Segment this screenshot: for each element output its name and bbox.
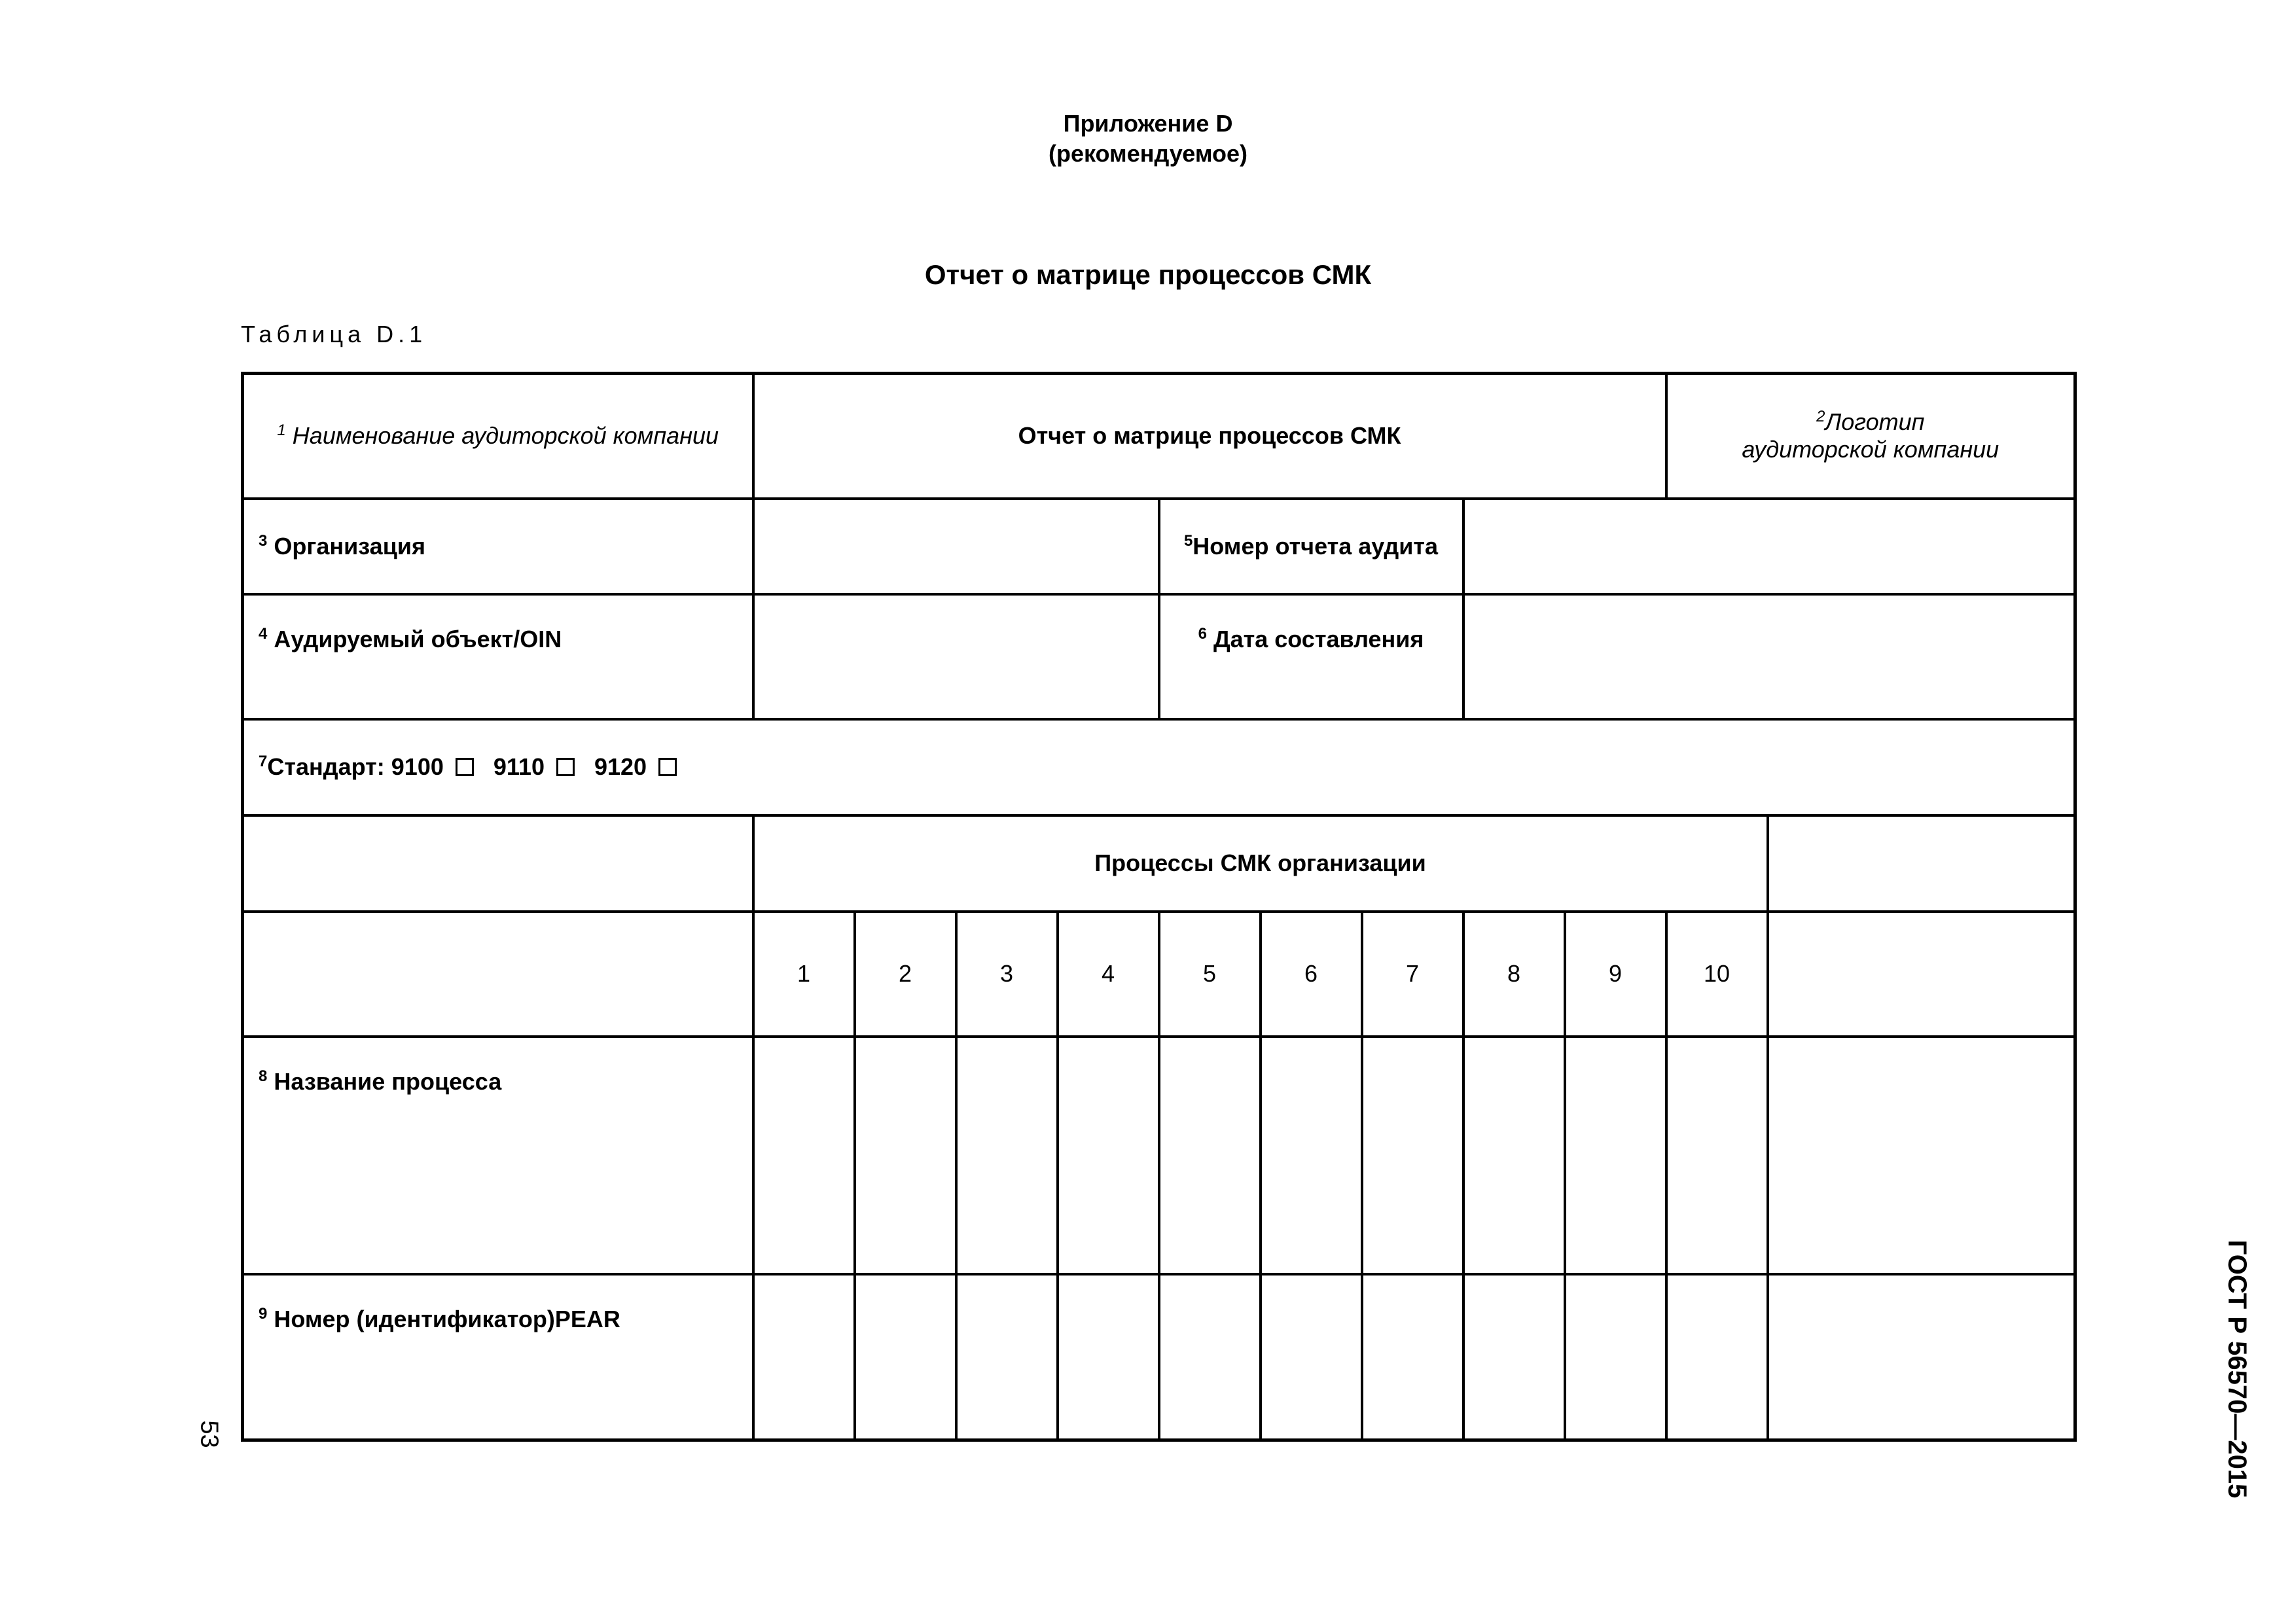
process-name-input-cell[interactable] xyxy=(956,1037,1058,1274)
process-name-input-cell[interactable] xyxy=(1362,1037,1463,1274)
field-number: 7 xyxy=(259,753,268,770)
field-number: 6 xyxy=(1198,624,1207,643)
process-number-cell: 9 xyxy=(1565,912,1666,1037)
field-number: 1 xyxy=(277,421,286,440)
organization-label: Организация xyxy=(274,532,425,560)
field-number: 9 xyxy=(259,1304,268,1323)
process-id-label: Номер (идентификатор)PEAR xyxy=(274,1305,620,1332)
audited-object-label-cell xyxy=(243,594,753,719)
process-numbers-row xyxy=(243,912,2075,1037)
process-id-input-cell[interactable] xyxy=(1159,1274,1261,1440)
report-number-label: Номер отчета аудита xyxy=(1193,532,1439,560)
process-id-input-cell[interactable] xyxy=(1463,1274,1565,1440)
process-number-cell: 3 xyxy=(956,912,1058,1037)
process-name-row xyxy=(243,1037,2075,1274)
report-number-value-cell[interactable] xyxy=(1463,499,2075,594)
field-number: 3 xyxy=(259,531,268,550)
form-report-title: Отчет о матрице процессов СМК xyxy=(1018,422,1401,450)
process-number-cell: 4 xyxy=(1058,912,1159,1037)
gost-standard-label: ГОСТ Р 56570—2015 xyxy=(2223,1240,2251,1499)
organization-value-cell[interactable] xyxy=(753,499,1159,594)
field-number: 5 xyxy=(1183,531,1193,550)
standard-option-9120: 9120 xyxy=(594,753,647,780)
process-numbers-empty-cell xyxy=(243,912,753,1037)
appendix-subtitle: (рекомендуемое) xyxy=(1049,140,1247,167)
standard-cell xyxy=(243,719,2075,815)
form-header-row xyxy=(243,374,2075,499)
report-title-cell xyxy=(753,374,1666,499)
process-id-input-cell[interactable] xyxy=(1666,1274,1768,1440)
process-number-cell: 5 xyxy=(1159,912,1261,1037)
process-name-input-cell[interactable] xyxy=(753,1037,855,1274)
audited-object-label: Аудируемый объект/OIN xyxy=(274,625,562,652)
process-name-input-cell[interactable] xyxy=(1058,1037,1159,1274)
standard-option-9100: 9100 xyxy=(391,753,444,780)
process-name-label-cell xyxy=(243,1037,753,1274)
process-id-input-cell[interactable] xyxy=(956,1274,1058,1440)
process-name-input-cell[interactable] xyxy=(1261,1037,1362,1274)
logo-cell[interactable] xyxy=(1666,374,2075,499)
field-number: 4 xyxy=(259,624,268,643)
checkbox-9120[interactable] xyxy=(658,758,677,776)
organization-label-cell xyxy=(243,499,753,594)
process-name-input-cell[interactable] xyxy=(1565,1037,1666,1274)
checkbox-9110[interactable] xyxy=(556,758,575,776)
process-id-input-cell[interactable] xyxy=(1261,1274,1362,1440)
logo-label-line1: Логотип xyxy=(1825,408,1925,436)
processes-header-label: Процессы СМК организации xyxy=(1094,849,1426,876)
processes-header-cell xyxy=(753,815,1768,912)
process-matrix-form xyxy=(241,372,2077,1442)
field-number: 8 xyxy=(259,1067,268,1085)
process-number-cell: 8 xyxy=(1463,912,1565,1037)
report-number-label-cell xyxy=(1159,499,1463,594)
processes-header-right-cell xyxy=(1768,815,2075,912)
processes-header-empty-cell xyxy=(243,815,753,912)
compile-date-value-cell[interactable] xyxy=(1463,594,2075,719)
process-number-cell: 10 xyxy=(1666,912,1768,1037)
process-id-input-cell[interactable] xyxy=(1565,1274,1666,1440)
standard-label: Стандарт: xyxy=(267,753,385,780)
process-number-cell: 1 xyxy=(753,912,855,1037)
company-name-label: Наименование аудиторской компании xyxy=(292,422,719,450)
process-id-input-cell[interactable] xyxy=(1058,1274,1159,1440)
checkbox-9100[interactable] xyxy=(456,758,474,776)
process-name-right-cell[interactable] xyxy=(1768,1037,2075,1274)
compile-date-label-cell xyxy=(1159,594,1463,719)
process-name-input-cell[interactable] xyxy=(1666,1037,1768,1274)
company-name-cell[interactable] xyxy=(243,374,753,499)
audited-object-value-cell[interactable] xyxy=(753,594,1159,719)
compile-date-label: Дата составления xyxy=(1213,625,1424,652)
organization-row xyxy=(243,499,2075,594)
process-number-cell: 6 xyxy=(1261,912,1362,1037)
process-name-label: Название процесса xyxy=(274,1067,502,1095)
process-numbers-right-cell xyxy=(1768,912,2075,1037)
process-number-cell: 7 xyxy=(1362,912,1463,1037)
process-number-cell: 2 xyxy=(855,912,956,1037)
logo-label-line2: аудиторской компании xyxy=(1742,436,2000,463)
process-name-input-cell[interactable] xyxy=(855,1037,956,1274)
processes-header-row xyxy=(243,815,2075,912)
process-id-input-cell[interactable] xyxy=(753,1274,855,1440)
process-name-input-cell[interactable] xyxy=(1159,1037,1261,1274)
audited-object-row xyxy=(243,594,2075,719)
process-name-input-cell[interactable] xyxy=(1463,1037,1565,1274)
standard-row xyxy=(243,719,2075,815)
process-id-input-cell[interactable] xyxy=(855,1274,956,1440)
field-number: 2 xyxy=(1816,408,1825,426)
appendix-title: Приложение D xyxy=(1063,110,1233,137)
standard-option-9110: 9110 xyxy=(493,753,545,780)
process-id-input-cell[interactable] xyxy=(1362,1274,1463,1440)
page-number: 53 xyxy=(195,1420,223,1448)
table-caption: Таблица D.1 xyxy=(241,321,427,348)
process-id-row xyxy=(243,1274,2075,1440)
process-id-label-cell xyxy=(243,1274,753,1440)
report-title: Отчет о матрице процессов СМК xyxy=(924,259,1372,290)
process-id-right-cell[interactable] xyxy=(1768,1274,2075,1440)
